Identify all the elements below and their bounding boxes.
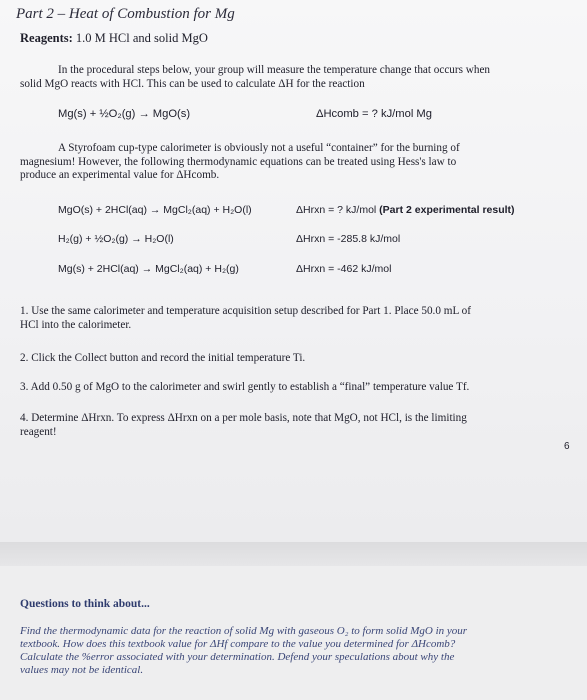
- questions-line-3: Calculate the %error associated with your determination. Defend your speculations about why the: [20, 651, 455, 663]
- step-2-line-1: 2. Click the Collect button and record the initial temperature Ti.: [20, 352, 306, 364]
- step-4-line-2: reagent!: [20, 425, 57, 438]
- hess-paragraph: [20, 142, 570, 183]
- questions-text: [20, 625, 570, 677]
- reagents-line: [20, 31, 208, 46]
- hess-line-2: magnesium! However, the following thermodynamic equations can be treated using Hess's law to: [20, 155, 457, 168]
- equation-1-enthalpy: [296, 204, 515, 216]
- questions-line-4: values may not be identical.: [20, 664, 144, 676]
- page-number: 6: [564, 441, 570, 452]
- step-4: [20, 412, 565, 439]
- equation-3-dh: ΔHrxn = -462 kJ/mol: [296, 263, 392, 275]
- reagents-text: 1.0 M HCl and solid MgO: [75, 31, 208, 45]
- step-2: [20, 352, 565, 366]
- step-3: [20, 381, 565, 395]
- step-1-line-1: 1. Use the same calorimeter and temperature acquisition setup described for Part 1. Place 50.0 mL of: [20, 305, 471, 317]
- equation-1-dh: ΔHrxn = ? kJ/mol: [296, 204, 377, 216]
- step-4-line-1: 4. Determine ΔHrxn. To express ΔHrxn on a per mole basis, note that MgO, not HCl, is the limiting: [20, 412, 467, 424]
- intro-line-1: In the procedural steps below, your group will measure the temperature change that occurs when: [58, 64, 491, 76]
- page-break: [0, 542, 587, 566]
- questions-line-1: Find the thermodynamic data for the reaction of solid Mg with gaseous O₂ to form solid MgO in your: [20, 625, 468, 637]
- step-1: [20, 305, 565, 332]
- combustion-enthalpy: ΔHcomb = ? kJ/mol Mg: [316, 108, 432, 120]
- step-1-line-2: HCl into the calorimeter.: [20, 318, 132, 331]
- equation-1-note: (Part 2 experimental result): [379, 204, 515, 216]
- intro-paragraph: [20, 64, 570, 91]
- reagents-label: Reagents:: [20, 31, 73, 45]
- questions-line-2: textbook. How does this textbook value for ΔHf compare to the value you determined for ΔHcomb?: [20, 638, 456, 650]
- equation-2-dh: ΔHrxn = -285.8 kJ/mol: [296, 233, 401, 245]
- equation-3: Mg(s) + 2HCl(aq) → MgCl₂(aq) + H₂(g): [58, 263, 239, 275]
- intro-line-2: solid MgO reacts with HCl. This can be used to calculate ΔH for the reaction: [20, 77, 365, 90]
- combustion-equation: Mg(s) + ½O₂(g) → MgO(s): [58, 108, 191, 120]
- hess-line-3: produce an experimental value for ΔHcomb.: [20, 169, 220, 181]
- equation-1: MgO(s) + 2HCl(aq) → MgCl₂(aq) + H₂O(l): [58, 204, 252, 216]
- questions-heading: Questions to think about...: [20, 598, 150, 610]
- equation-2: H₂(g) + ½O₂(g) → H₂O(l): [58, 233, 174, 245]
- section-title: Part 2 – Heat of Combustion for Mg: [16, 6, 235, 22]
- hess-line-1: A Styrofoam cup-type calorimeter is obviously not a useful “container” for the burning of: [58, 142, 460, 154]
- step-3-line-1: 3. Add 0.50 g of MgO to the calorimeter and swirl gently to establish a “final” temperature value Tf.: [20, 381, 470, 393]
